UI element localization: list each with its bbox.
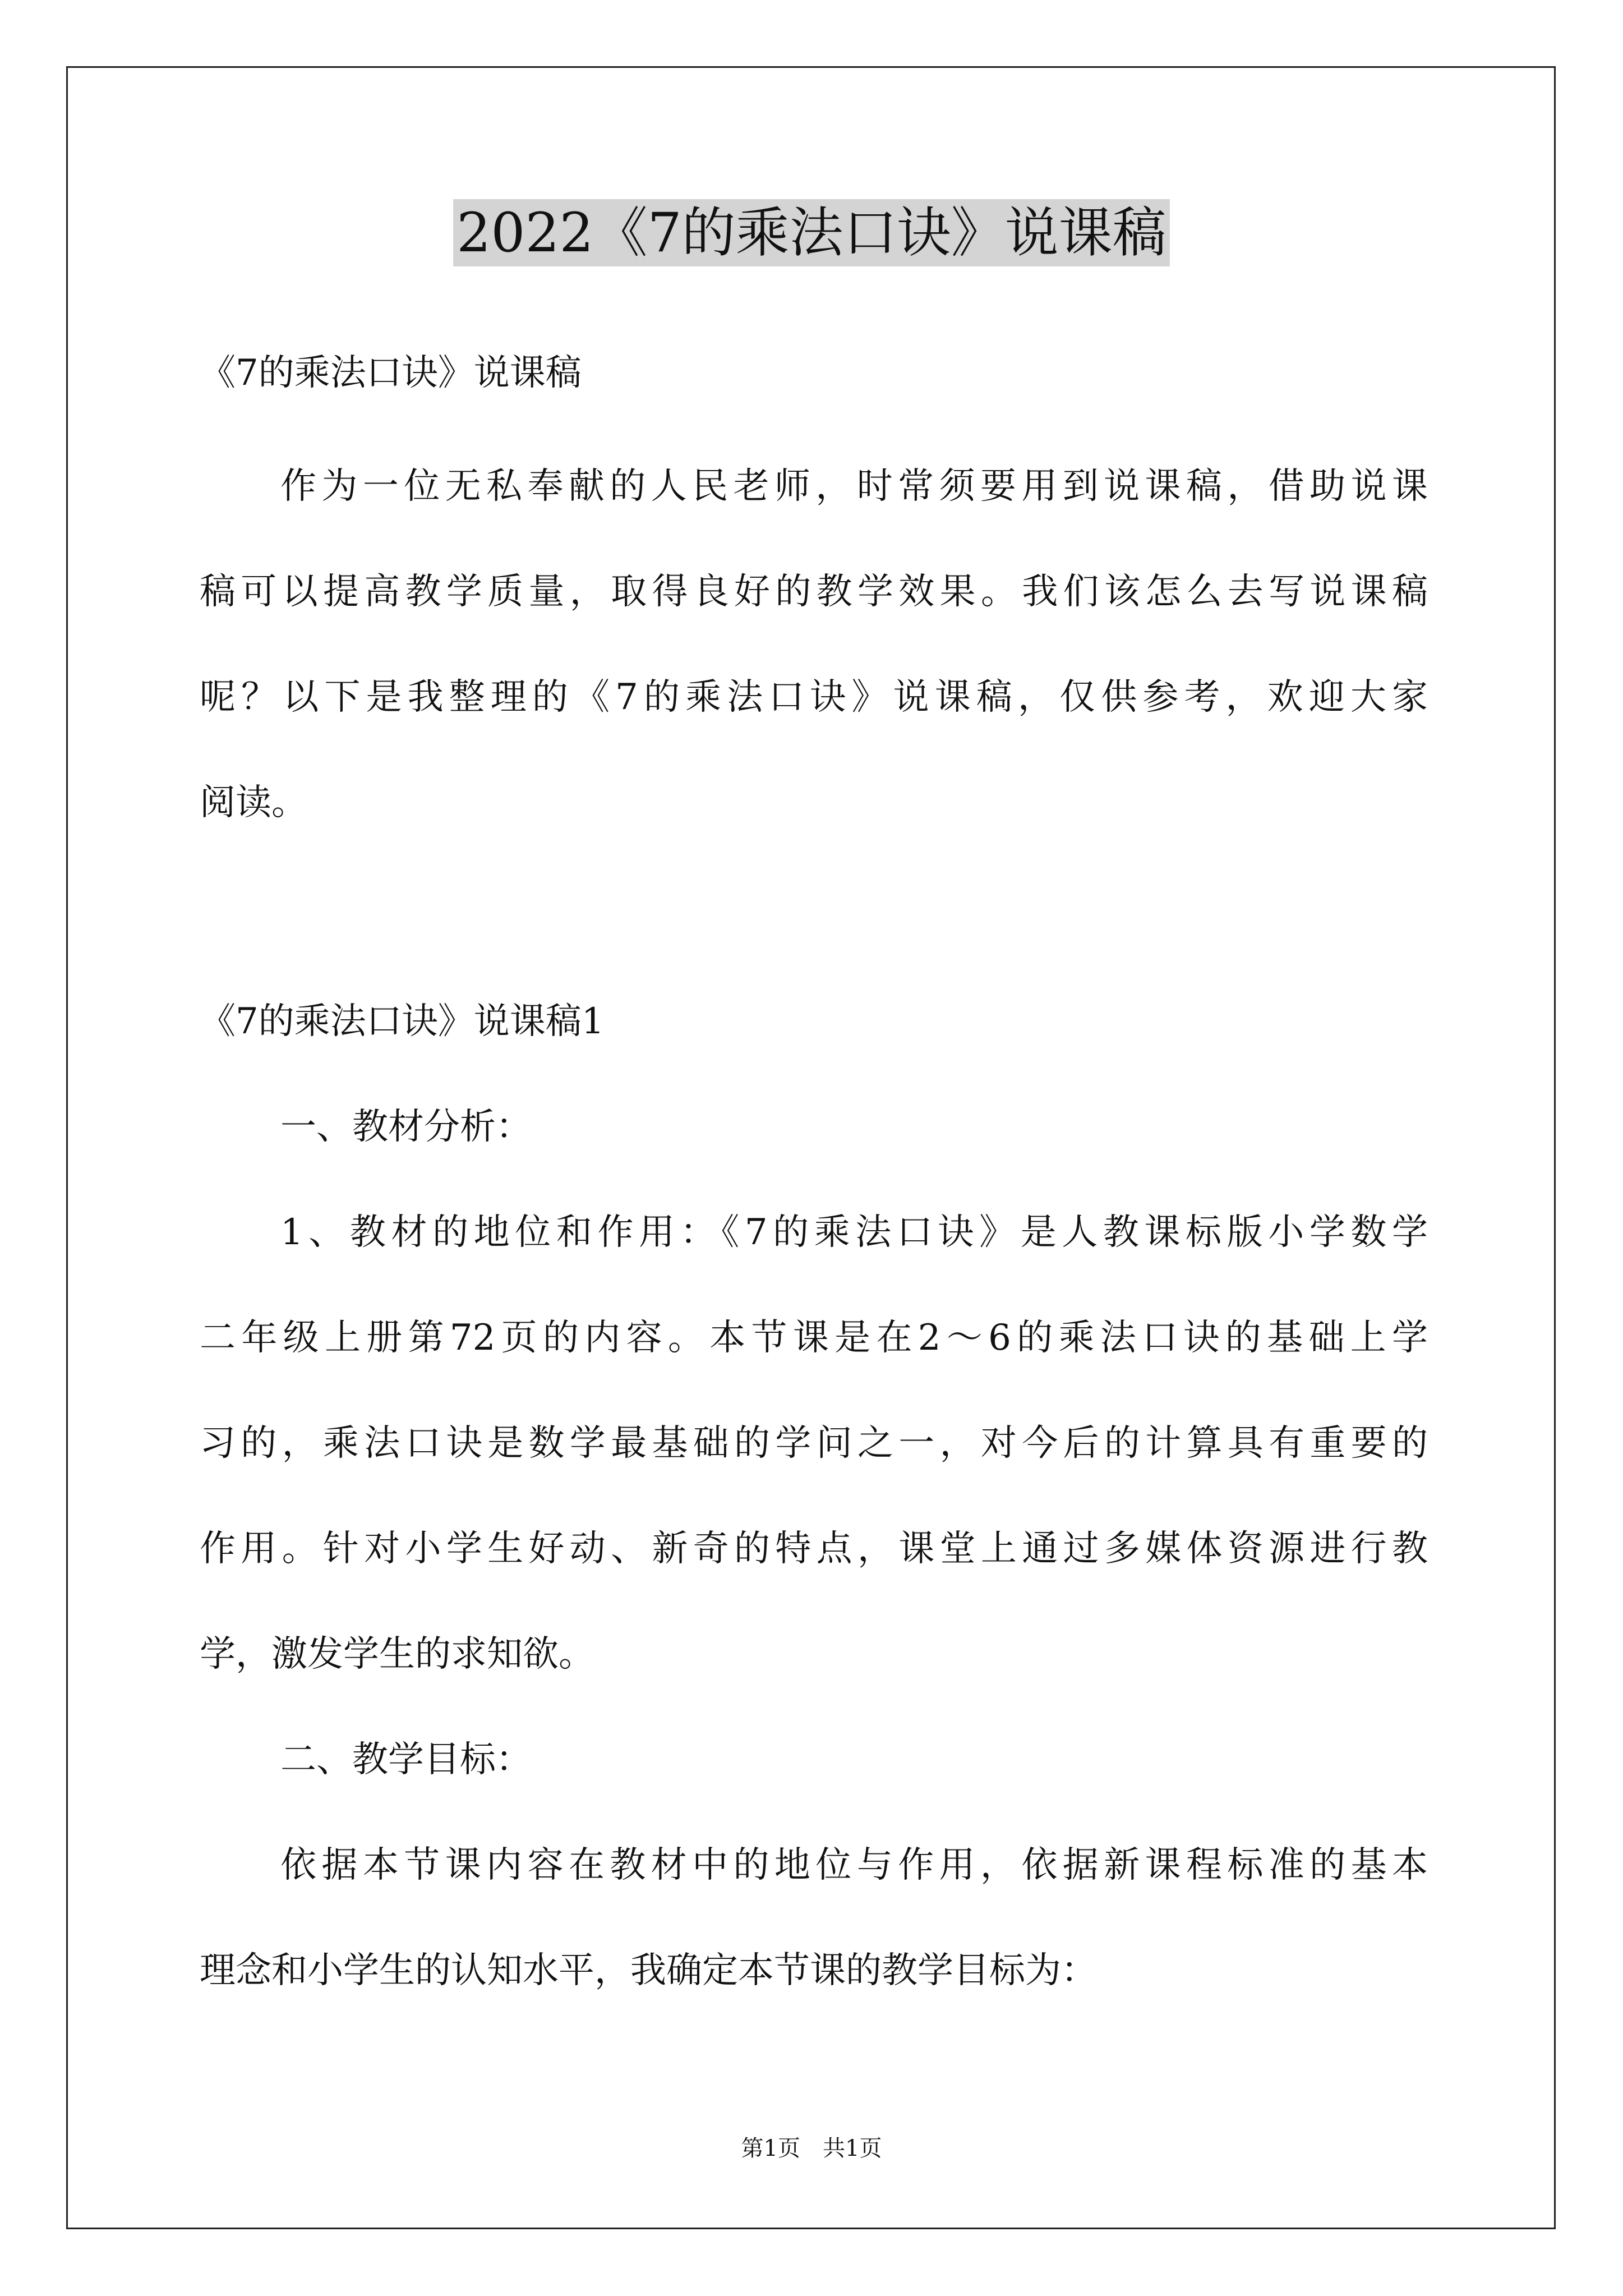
para-2-line-1: 依据本节课内容在教材中的地位与作用，依据新课程标准的基本 bbox=[280, 1844, 1428, 1886]
page-footer bbox=[0, 2132, 1623, 2165]
heading-teaching-goals: 二、教学目标： bbox=[280, 1739, 532, 1780]
document-title bbox=[0, 196, 1623, 269]
para-1-line-3: 习的，乘法口诀是数学最基础的学问之一，对今后的计算具有重要的 bbox=[200, 1423, 1428, 1464]
para-1-line-4: 作用。针对小学生好动、新奇的特点，课堂上通过多媒体资源进行教 bbox=[200, 1528, 1428, 1570]
para-2-line-2: 理念和小学生的认知水平，我确定本节课的教学目标为： bbox=[200, 1950, 1097, 1991]
intro-line-2: 稿可以提高教学质量，取得良好的教学效果。我们该怎么去写说课稿 bbox=[200, 571, 1428, 613]
intro-line-3: 呢？以下是我整理的《7的乘法口诀》说课稿，仅供参考，欢迎大家 bbox=[200, 677, 1428, 718]
para-1-line-5: 学，激发学生的求知欲。 bbox=[200, 1634, 594, 1675]
para-1-line-2: 二年级上册第72页的内容。本节课是在2～6的乘法口诀的基础上学 bbox=[200, 1317, 1428, 1359]
page-total: 共1页 bbox=[823, 2136, 882, 2161]
page-number: 第1页 bbox=[741, 2136, 800, 2161]
section-title: 《7的乘法口诀》说课稿1 bbox=[200, 1001, 605, 1042]
intro-line-4: 阅读。 bbox=[200, 782, 307, 823]
document-title-text: 2022《7的乘法口诀》说课稿 bbox=[453, 199, 1169, 266]
heading-teaching-material: 一、教材分析： bbox=[280, 1106, 532, 1148]
intro-line-1: 作为一位无私奉献的人民老师，时常须要用到说课稿，借助说课 bbox=[280, 466, 1428, 507]
para-1-line-1: 1、教材的地位和作用：《7的乘法口诀》是人教课标版小学数学 bbox=[280, 1212, 1428, 1253]
document-subtitle: 《7的乘法口诀》说课稿 bbox=[200, 352, 582, 394]
